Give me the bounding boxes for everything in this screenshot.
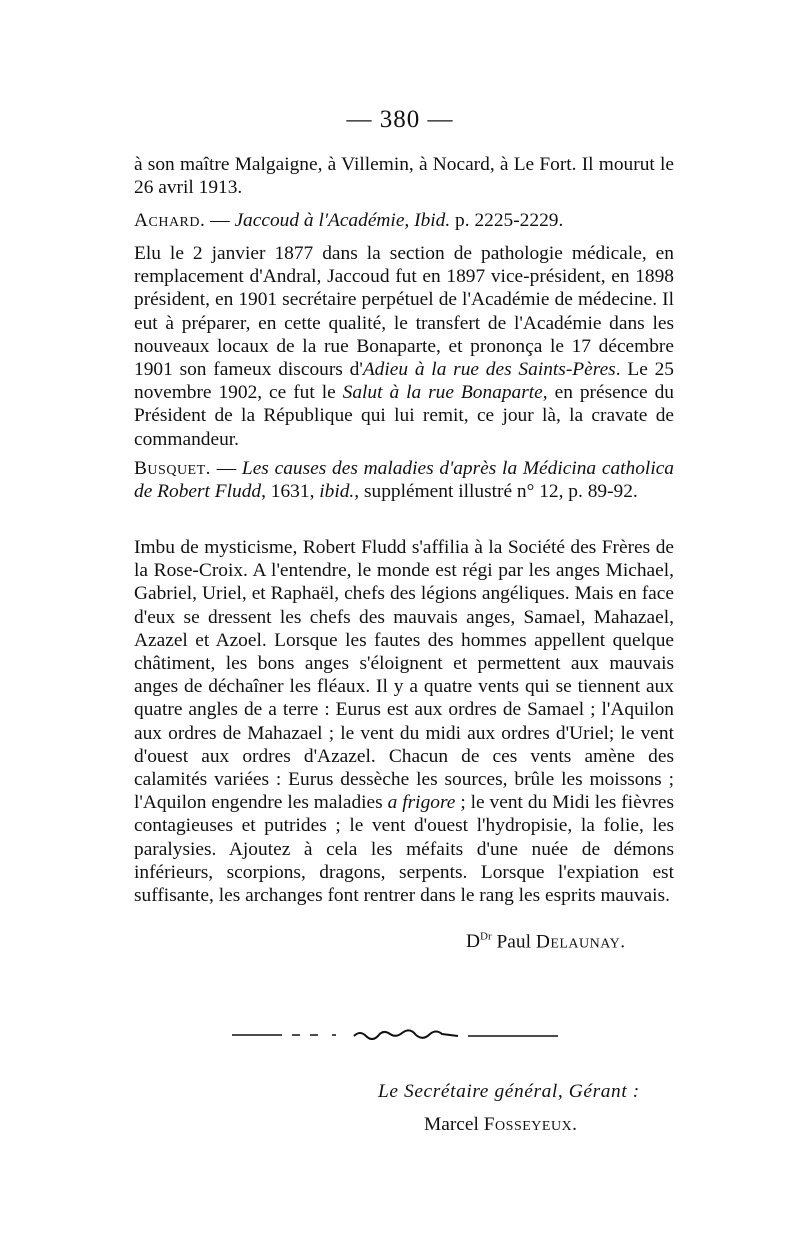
achard-author: Achard. <box>134 210 206 231</box>
achard-salut: Salut à la rue Bonaparte <box>342 382 543 404</box>
footer-first-name: Marcel <box>424 1114 479 1135</box>
footer-last-name: Fosseyeux. <box>483 1114 578 1135</box>
busquet-summary <box>134 536 674 907</box>
achard-adieu: Adieu à la rue des Saints-Pères <box>362 359 616 381</box>
busquet-dash: — <box>211 458 242 479</box>
busquet-rest: , supplément illustré n° 12, p. 89-92. <box>354 481 638 503</box>
achard-reference <box>134 209 674 232</box>
signature-delaunay <box>466 931 626 953</box>
busquet-frigore: a frigore <box>387 792 456 814</box>
page-number: — 380 — <box>346 106 454 133</box>
achard-pages: p. 2225-2229. <box>450 210 564 231</box>
busquet-body-1: Imbu de mysticisme, Robert Fludd s'affilia à la Société des Frères de la Rose-Croix. A l'entendre, le monde est régi par les anges Michael, Gabriel, Uriel, et Raphaël, chefs des légions angéliques. Mais en face d'eux se dressent les chefs des mauvais anges, Samael, Mahazael, Azazel et Azoel. Lorsque les fautes des hommes appellent quelque châtiment, les bons anges s'éloignent et permettent aux mauvais anges de déchaîner les fléaux. Il y a quatre vents qui se tiennent aux quatre angles de a terre : Eurus est aux ordres de Samael ; l'Aquilon aux ordres de Mahazael ; le vent du midi aux ordres d'Uriel; le vent d'ouest aux ordres d'Azazel. Chacun de ces vents amène des calamités variées : Eurus dessèche les sources, brûle les moissons ; l'Aquilon engendre les maladies <box>134 537 674 814</box>
busquet-reference <box>134 457 674 503</box>
busquet-title: Les causes des maladies d'après la Médicina catholica de Robert Fludd <box>134 458 675 503</box>
busquet-ibid: ibid. <box>319 481 355 503</box>
achard-body-3: , en présence du Président de la République qui lui remit, ce jour là, la cravate de commandeur. <box>134 382 674 450</box>
achard-summary <box>134 242 674 451</box>
footer-signature <box>424 1114 578 1136</box>
continuation-paragraph <box>134 153 674 199</box>
achard-dash: — <box>205 210 235 231</box>
achard-title: Jaccoud à l'Académie, Ibid. <box>234 210 451 231</box>
busquet-mid: , 1631, <box>261 481 320 503</box>
footer-role: Le Secrétaire général, Gérant : <box>378 1081 640 1102</box>
achard-body-2: . Le 25 novembre 1902, ce fut le <box>134 359 674 404</box>
busquet-author: Busquet. <box>134 458 212 479</box>
achard-body-1: Elu le 2 janvier 1877 dans la section de pathologie médicale, en remplacement d'Andral, Jaccoud fut en 1897 vice-président, en 1898 président, en 1901 secrétaire perpétuel de l'Académie de médecine. Il eut à préparer, en cette qualité, le transfert de l'Académie dans les nouveaux locaux de la rue Bonaparte, et prononça le 17 décembre 1901 son fameux discours d' <box>134 243 674 381</box>
signature-last-name: Delaunay. <box>535 931 626 953</box>
busquet-body-2: ; le vent du Midi les fièvres contagieuses et putrides ; le vent d'ouest l'hydropisie, la folie, les paralysies. Ajoutez à cela les méfaits d'une nuée de démons inférieurs, scorpions, dragons, serpents. Lorsque l'expiation est suffisante, les archanges font rentrer dans le rang les esprits mauvais. <box>134 792 674 907</box>
signature-first-name: Paul <box>496 931 531 953</box>
signature-title: $D^{Dr}$ <box>466 931 492 953</box>
signature-title-abbrev: Dr <box>480 931 492 943</box>
continuation-text: à son maître Malgaigne, à Villemin, à Nocard, à Le Fort. Il mourut le 26 avril 1913. <box>134 154 674 199</box>
ornament-divider <box>232 1028 558 1040</box>
